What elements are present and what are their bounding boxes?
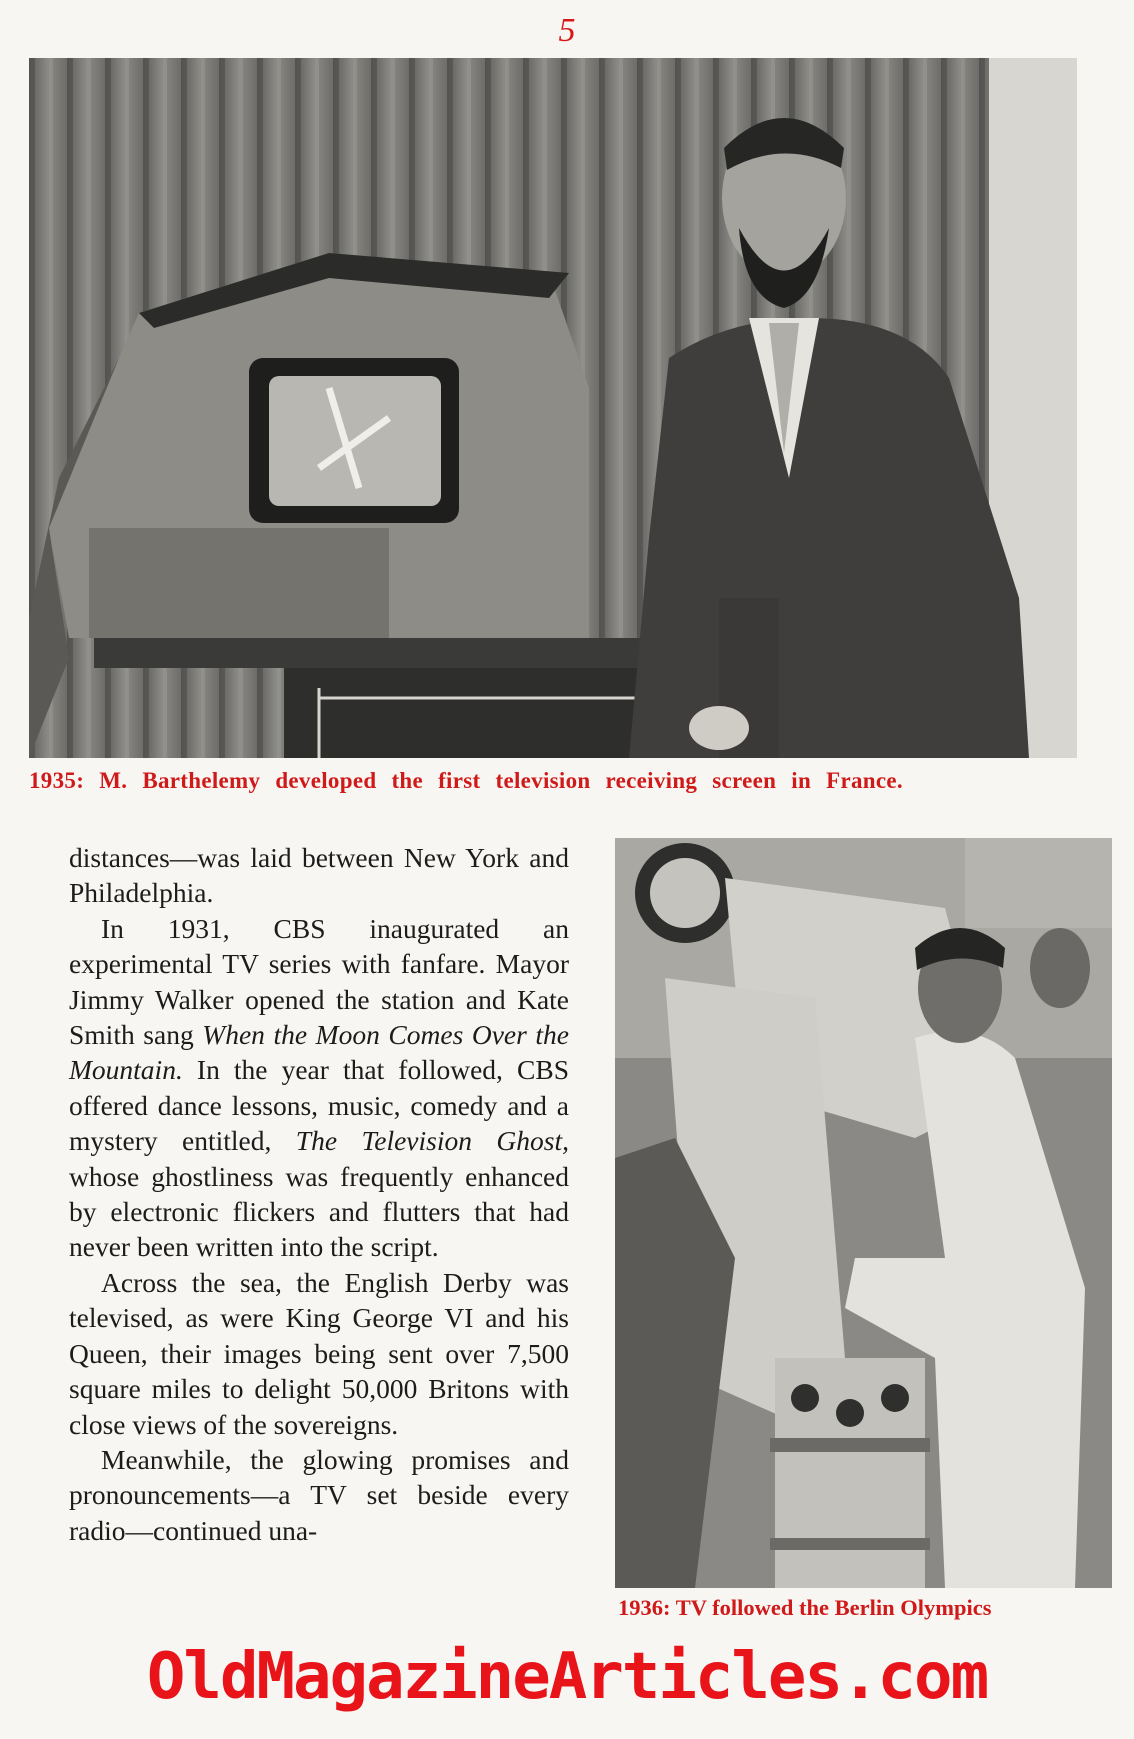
site-brand-logo: OldMagazineArticles.com [146, 1640, 988, 1714]
article-text: whose ghostliness was frequently enhanced by electronic flickers and flutters that had never been written into the script. [69, 1160, 569, 1263]
article-text: In the year that followed, CBS offered dance lessons, music, comedy and a mystery entitled, [69, 1054, 569, 1157]
article-paragraph [69, 911, 569, 1265]
right-photo-caption: 1936: TV followed the Berlin Olympics [618, 1595, 992, 1620]
article-paragraph: Across the sea, the English Derby was televised, as were King George VI and his Queen, their images being sent over 7,500 square miles to delight 50,000 Britons with close views of the sovereigns. [69, 1266, 569, 1440]
page-number: 5 [558, 12, 576, 49]
olympics-camera-illustration [615, 838, 1112, 1588]
article-paragraph: distances—was laid between New York and Philadelphia. [69, 842, 569, 909]
article-body [69, 840, 569, 1548]
article-text: In 1931, CBS inaugurated an experimental TV series with fanfare. Mayor Jimmy Walker opened the station and Kate Smith sang [69, 912, 569, 1051]
article-paragraph: Meanwhile, the glowing promises and pronouncements—a TV set beside every radio—continued una- [69, 1443, 569, 1546]
show-title: The Television Ghost, [295, 1125, 569, 1157]
top-photo-caption: 1935: M. Barthelemy developed the first television receiving screen in France. [29, 768, 903, 793]
television-receiver-illustration [29, 58, 1077, 758]
song-title: When the Moon Comes Over the Mountain. [69, 1019, 570, 1086]
berlin-olympics-camera-photo [615, 838, 1112, 1588]
television-receiver-photo [29, 58, 1077, 758]
